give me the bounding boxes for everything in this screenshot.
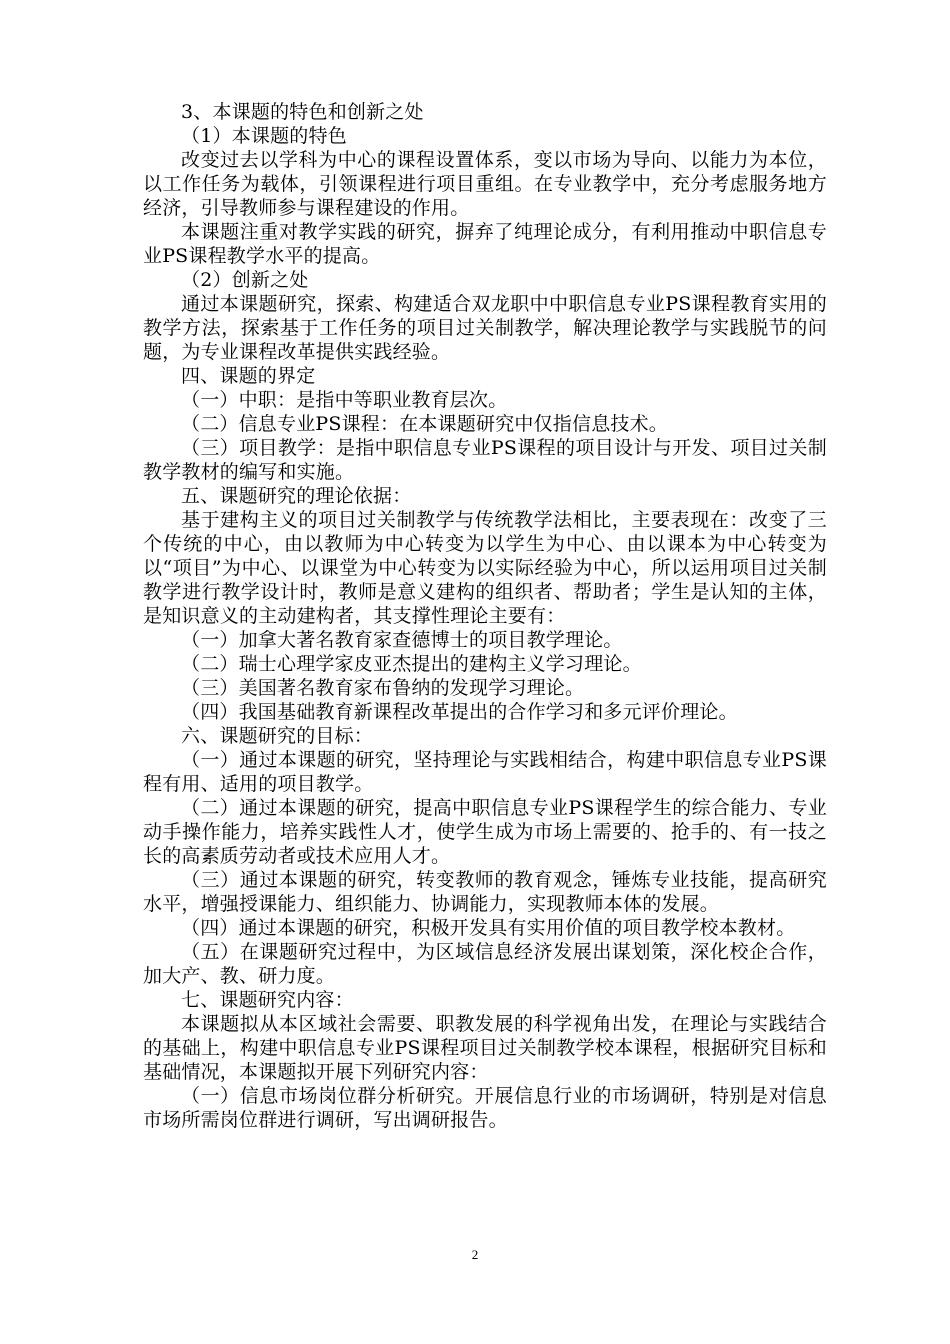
paragraph: （一）信息市场岗位群分析研究。开展信息行业的市场调研，特别是对信息市场所需岗位群进行调研，写出调研报告。	[143, 1085, 827, 1131]
paragraph: （二）瑞士心理学家皮亚杰提出的建构主义学习理论。	[181, 653, 642, 675]
paragraph: （四）通过本课题的研究，积极开发具有实用价值的项目教学校本教材。	[181, 917, 796, 939]
paragraph: （一）加拿大著名教育家查德博士的项目教学理论。	[181, 629, 623, 651]
paragraph: （2）创新之处	[181, 269, 309, 291]
paragraph: 本课题拟从本区域社会需要、职教发展的科学视角出发，在理论与实践结合的基础上，构建中职信息专业PS课程项目过关制教学校本课程，根据研究目标和基础情况，本课题拟开展下列研究内容：	[143, 1013, 827, 1083]
paragraph: 四、课题的界定	[181, 365, 316, 387]
paragraph: （四）我国基础教育新课程改革提出的合作学习和多元评价理论。	[181, 701, 738, 723]
paragraph: 3、本课题的特色和创新之处	[181, 101, 424, 123]
paragraph: 改变过去以学科为中心的课程设置体系，变以市场为导向、以能力为本位，以工作任务为载体，引领课程进行项目重组。在专业教学中，充分考虑服务地方经济，引导教师参与课程建设的作用。	[143, 149, 827, 219]
paragraph: （一）通过本课题的研究，坚持理论与实践相结合，构建中职信息专业PS课程有用、适用的项目教学。	[143, 749, 827, 795]
paragraph: 六、课题研究的目标：	[181, 725, 374, 747]
page-number: 2	[471, 1247, 479, 1262]
paragraph: 本课题注重对教学实践的研究，摒弃了纯理论成分，有利用推动中职信息专业PS课程教学水平的提高。	[143, 221, 827, 267]
paragraph: （二）通过本课题的研究，提高中职信息专业PS课程学生的综合能力、专业动手操作能力，培养实践性人才，使学生成为市场上需要的、抢手的、有一技之长的高素质劳动者或技术应用人才。	[143, 797, 827, 867]
paragraph: 基于建构主义的项目过关制教学与传统教学法相比，主要表现在：改变了三个传统的中心，由以教师为中心转变为以学生为中心、由以课本为中心转变为以“项目”为中心、以课堂为中心转变为以实际经验为中心，所以运用项目过关制教学进行教学设计时，教师是意义建构的组织者、帮助者；学生是认知的主体，是知识意义的主动建构者，其支撑性理论主要有：	[143, 509, 827, 627]
body-text	[143, 100, 827, 1132]
paragraph: （五）在课题研究过程中，为区域信息经济发展出谋划策，深化校企合作，加大产、教、研力度。	[143, 941, 827, 987]
paragraph: （三）通过本课题的研究，转变教师的教育观念，锤炼专业技能，提高研究水平，增强授课能力、组织能力、协调能力，实现教师本体的发展。	[143, 869, 827, 915]
paragraph: （一）中职：是指中等职业教育层次。	[181, 389, 508, 411]
paragraph: （二）信息专业PS课程：在本课题研究中仅指信息技术。	[181, 413, 669, 435]
paragraph: （三）美国著名教育家布鲁纳的发现学习理论。	[181, 677, 585, 699]
paragraph: 五、课题研究的理论依据：	[181, 485, 412, 507]
paragraph: （三）项目教学：是指中职信息专业PS课程的项目设计与开发、项目过关制教学教材的编写和实施。	[143, 437, 827, 483]
paragraph: （1）本课题的特色	[181, 125, 347, 147]
paragraph: 通过本课题研究，探索、构建适合双龙职中中职信息专业PS课程教育实用的教学方法，探索基于工作任务的项目过关制教学，解决理论教学与实践脱节的问题，为专业课程改革提供实践经验。	[143, 293, 827, 363]
paragraph: 七、课题研究内容：	[181, 989, 354, 1011]
